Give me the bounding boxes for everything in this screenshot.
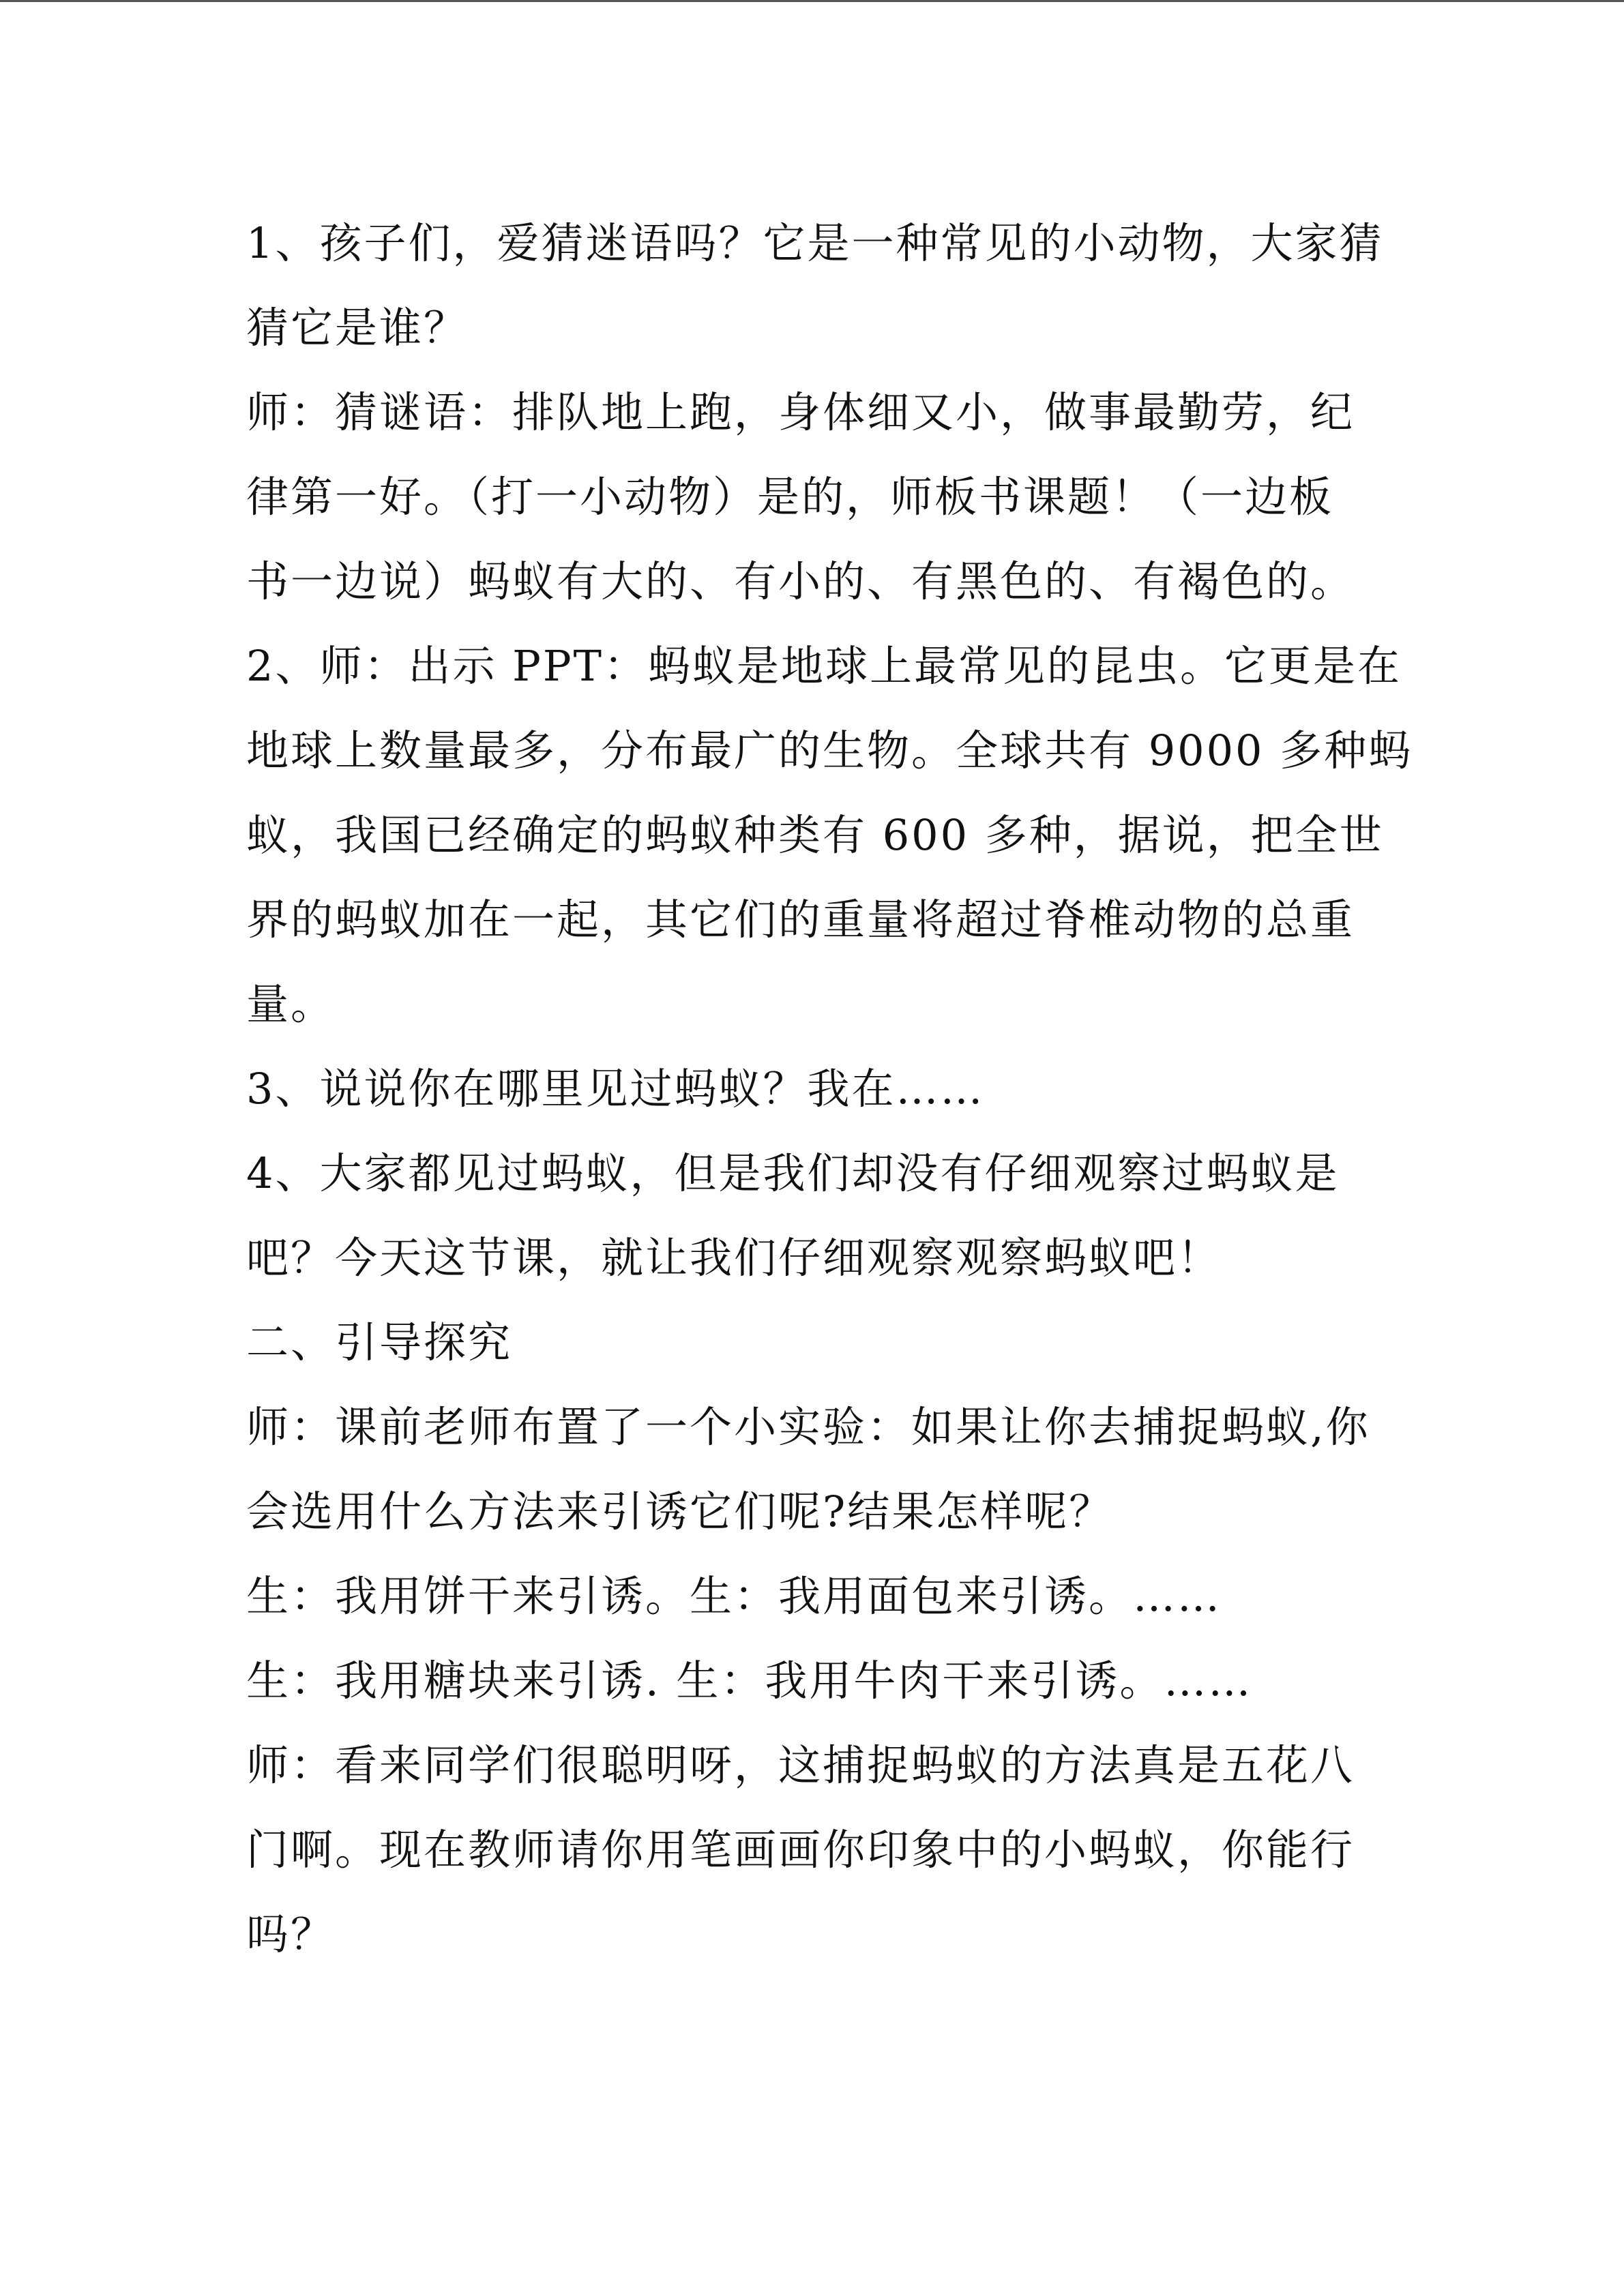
- text-line: 吗？: [246, 1909, 336, 1959]
- text-line: 会选用什么方法来引诱它们呢?结果怎样呢？: [246, 1487, 1114, 1536]
- text-line: 门啊。现在教师请你用笔画画你印象中的小蚂蚁，你能行: [246, 1825, 1355, 1875]
- text-line: 师：看来同学们很聪明呀，这捕捉蚂蚁的方法真是五花八: [246, 1740, 1355, 1790]
- text-line: 吧？今天这节课，就让我们仔细观察观察蚂蚁吧！: [246, 1233, 1222, 1283]
- text-line: 蚁，我国已经确定的蚂蚁种类有 600 多种，据说，把全世: [246, 810, 1384, 860]
- text-line: 4、大家都见过蚂蚁，但是我们却没有仔细观察过蚂蚁是: [246, 1148, 1340, 1198]
- text-line: 师：课前老师布置了一个小实验：如果让你去捕捉蚂蚁,你: [246, 1402, 1370, 1452]
- text-line: 3、说说你在哪里见过蚂蚁？我在……: [246, 1064, 985, 1114]
- text-line: 2、师：出示 PPT：蚂蚁是地球上最常见的昆虫。它更是在: [246, 641, 1402, 691]
- text-line: 生：我用饼干来引诱。生：我用面包来引诱。……: [246, 1571, 1222, 1621]
- text-line: 界的蚂蚁加在一起，其它们的重量将超过脊椎动物的总重: [246, 895, 1355, 944]
- text-line: 生：我用糖块来引诱. 生：我用牛肉干来引诱。……: [246, 1656, 1253, 1705]
- text-line: 量。: [246, 979, 336, 1029]
- text-line: 律第一好。（打一小动物）是的，师板书课题！（一边板: [246, 472, 1334, 522]
- text-line: 书一边说）蚂蚁有大的、有小的、有黑色的、有褐色的。: [246, 556, 1355, 606]
- text-line: 地球上数量最多，分布最广的生物。全球共有 9000 多种蚂: [246, 726, 1413, 775]
- text-line: 猜它是谁？: [246, 303, 469, 353]
- section-heading: 二、引导探究: [246, 1317, 513, 1367]
- text-line: 师：猜谜语：排队地上跑，身体细又小，做事最勤劳，纪: [246, 387, 1355, 437]
- text-line: 1、孩子们，爱猜迷语吗？它是一种常见的小动物，大家猜: [246, 218, 1384, 268]
- document-body: [246, 201, 1413, 1977]
